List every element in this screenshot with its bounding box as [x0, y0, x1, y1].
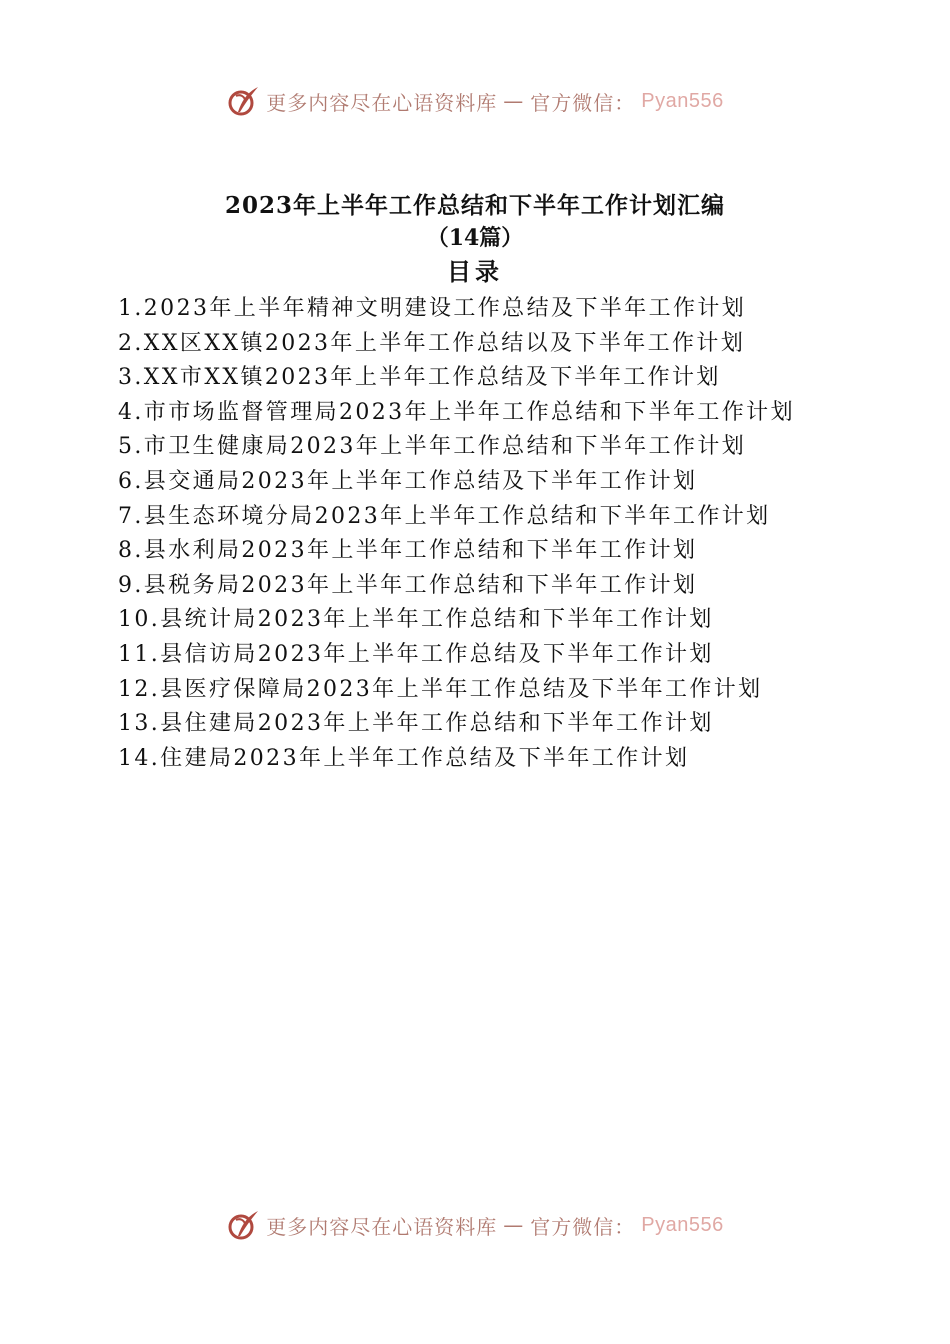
watermark-label: 官方微信： — [530, 90, 636, 115]
footer-watermark — [0, 1208, 950, 1242]
toc-item: 5.市卫生健康局2023年上半年工作总结和下半年工作计划 — [118, 434, 747, 460]
toc-item: 14.住建局2023年上半年工作总结及下半年工作计划 — [118, 745, 690, 771]
toc-item: 13.县住建局2023年上半年工作总结和下半年工作计划 — [118, 711, 714, 737]
quill-logo-icon — [226, 84, 260, 118]
watermark-brand: 更多内容尽在心语资料库 — [266, 90, 498, 115]
watermark-wechat-id: Pyan556 — [641, 1213, 724, 1236]
toc-heading: 目录 — [447, 257, 503, 286]
toc-item: 6.县交通局2023年上半年工作总结及下半年工作计划 — [118, 468, 698, 494]
toc-item: 9.县税务局2023年上半年工作总结和下半年工作计划 — [118, 572, 698, 598]
quill-logo-icon — [226, 1208, 260, 1242]
toc-item: 10.县统计局2023年上半年工作总结和下半年工作计划 — [118, 607, 714, 633]
header-watermark — [0, 84, 950, 118]
watermark-label: 官方微信： — [530, 1214, 636, 1239]
table-of-contents — [118, 292, 918, 776]
toc-item: 2.XX区XX镇2023年上半年工作总结以及下半年工作计划 — [118, 330, 746, 356]
watermark-wechat-id: Pyan556 — [641, 89, 724, 112]
toc-item: 8.县水利局2023年上半年工作总结和下半年工作计划 — [118, 538, 698, 564]
toc-item: 11.县信访局2023年上半年工作总结及下半年工作计划 — [118, 641, 714, 667]
document-title: 2023年上半年工作总结和下半年工作计划汇编 — [224, 192, 725, 219]
watermark-separator: — — [503, 1213, 525, 1237]
toc-item: 7.县生态环境分局2023年上半年工作总结和下半年工作计划 — [118, 503, 771, 529]
toc-item: 4.市市场监督管理局2023年上半年工作总结和下半年工作计划 — [118, 399, 795, 425]
watermark-separator: — — [503, 89, 525, 113]
toc-item: 3.XX市XX镇2023年上半年工作总结及下半年工作计划 — [118, 365, 721, 391]
watermark-brand: 更多内容尽在心语资料库 — [266, 1214, 498, 1239]
toc-item: 1.2023年上半年精神文明建设工作总结及下半年工作计划 — [118, 296, 747, 321]
toc-item: 12.县医疗保障局2023年上半年工作总结及下半年工作计划 — [118, 676, 763, 702]
title-block — [0, 190, 950, 290]
document-subtitle: （14篇） — [426, 225, 524, 251]
